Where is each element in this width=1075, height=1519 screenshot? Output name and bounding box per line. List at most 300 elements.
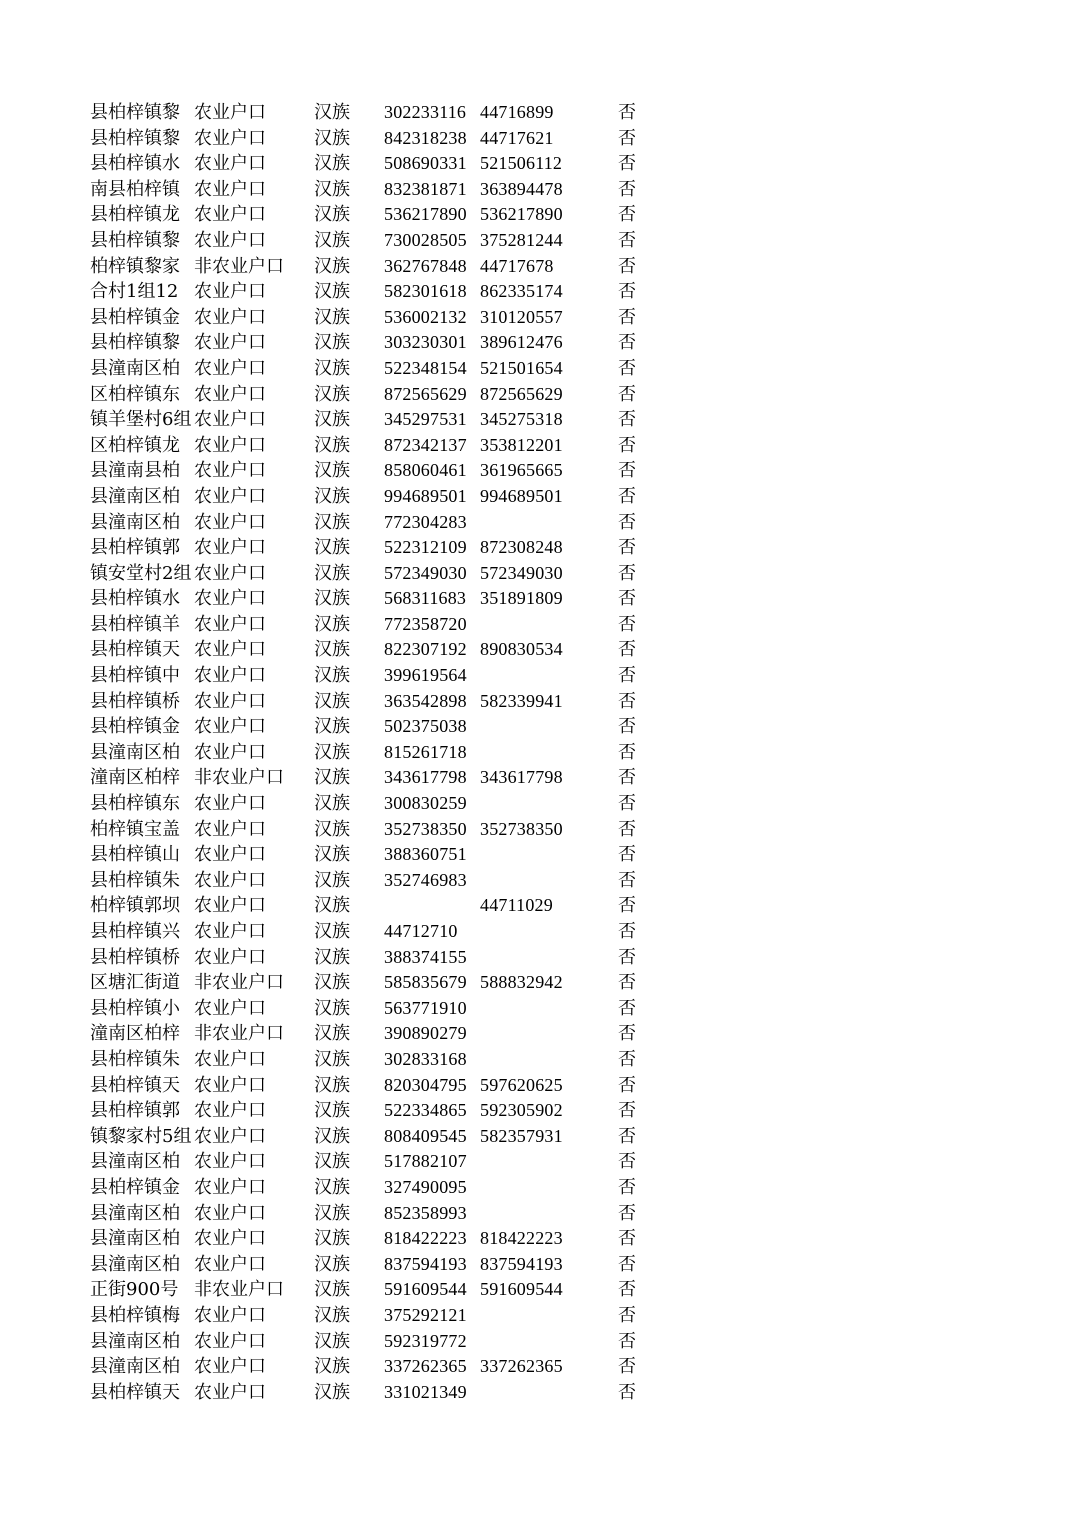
phone-cell: 517882107 bbox=[384, 1151, 467, 1172]
address-cell: 县柏梓镇黎 bbox=[90, 102, 180, 123]
household-type-cell: 农业户口 bbox=[194, 690, 266, 712]
phone-alt-cell: 521501654 bbox=[480, 357, 563, 378]
phone-alt-cell: 592305902 bbox=[480, 1100, 563, 1121]
ethnicity-cell: 汉族 bbox=[314, 1151, 350, 1173]
ethnicity-cell: 汉族 bbox=[314, 229, 350, 251]
address-cell: 南县柏梓镇 bbox=[90, 178, 180, 200]
flag-cell: 否 bbox=[618, 102, 636, 123]
household-type-cell: 农业户口 bbox=[194, 102, 266, 123]
phone-alt-cell: 872308248 bbox=[480, 537, 563, 558]
phone-cell: 808409545 bbox=[384, 1125, 467, 1146]
table-row bbox=[0, 1380, 1075, 1406]
household-type-cell: 农业户口 bbox=[194, 178, 266, 200]
address-cell: 县柏梓镇水 bbox=[90, 153, 180, 175]
phone-alt-cell: 363894478 bbox=[480, 178, 563, 199]
household-type-cell: 农业户口 bbox=[194, 1381, 266, 1403]
phone-alt-cell: 343617798 bbox=[480, 767, 563, 788]
flag-cell: 否 bbox=[618, 665, 636, 687]
phone-cell: 345297531 bbox=[384, 409, 467, 430]
phone-alt-cell bbox=[480, 791, 582, 817]
ethnicity-cell: 汉族 bbox=[314, 1125, 350, 1147]
table-row bbox=[0, 1277, 1075, 1303]
ethnicity-cell: 汉族 bbox=[314, 818, 350, 840]
ethnicity-cell: 汉族 bbox=[314, 639, 350, 661]
ethnicity-cell: 汉族 bbox=[314, 1048, 350, 1070]
address-cell: 县柏梓镇东 bbox=[90, 793, 180, 815]
phone-alt-cell: 310120557 bbox=[480, 306, 563, 327]
ethnicity-cell: 汉族 bbox=[314, 767, 350, 789]
phone-alt-cell: 588832942 bbox=[480, 972, 563, 993]
household-type-cell: 农业户口 bbox=[194, 229, 266, 251]
phone-cell: 44712710 bbox=[384, 921, 458, 941]
ethnicity-cell: 汉族 bbox=[314, 946, 350, 968]
phone-cell: 390890279 bbox=[384, 1023, 467, 1044]
phone-alt-cell bbox=[480, 740, 582, 766]
ethnicity-cell: 汉族 bbox=[314, 741, 350, 763]
address-cell: 县潼南区柏 bbox=[90, 357, 180, 379]
household-type-cell: 非农业户口 bbox=[194, 972, 284, 994]
phone-cell: 536002132 bbox=[384, 306, 467, 327]
ethnicity-cell: 汉族 bbox=[314, 434, 350, 456]
address-cell: 县潼南区柏 bbox=[90, 1356, 180, 1378]
phone-cell: 818422223 bbox=[384, 1228, 467, 1249]
table-row bbox=[0, 100, 1075, 126]
table-row bbox=[0, 510, 1075, 536]
phone-alt-cell: 352738350 bbox=[480, 818, 563, 839]
household-type-cell: 农业户口 bbox=[194, 716, 266, 738]
flag-cell: 否 bbox=[618, 255, 636, 277]
phone-cell: 522348154 bbox=[384, 357, 467, 378]
ethnicity-cell: 汉族 bbox=[314, 972, 350, 994]
flag-cell: 否 bbox=[618, 178, 636, 200]
phone-alt-cell bbox=[480, 868, 582, 894]
address-cell: 县柏梓镇天 bbox=[90, 639, 180, 661]
address-cell: 县柏梓镇郭 bbox=[90, 1100, 180, 1122]
table-row bbox=[0, 535, 1075, 561]
table-row bbox=[0, 714, 1075, 740]
household-type-cell: 非农业户口 bbox=[194, 255, 284, 277]
table-row bbox=[0, 1149, 1075, 1175]
phone-cell: 572349030 bbox=[384, 562, 467, 583]
phone-cell: 302833168 bbox=[384, 1048, 467, 1069]
phone-alt-cell bbox=[480, 842, 582, 868]
address-cell: 县柏梓镇朱 bbox=[90, 1048, 180, 1070]
ethnicity-cell: 汉族 bbox=[314, 1074, 350, 1096]
household-type-cell: 农业户口 bbox=[194, 537, 266, 559]
phone-alt-cell: 337262365 bbox=[480, 1356, 563, 1377]
phone-alt-cell bbox=[480, 1021, 582, 1047]
flag-cell: 否 bbox=[618, 1304, 636, 1326]
table-row bbox=[0, 202, 1075, 228]
phone-cell: 872565629 bbox=[384, 383, 467, 404]
flag-cell: 否 bbox=[618, 767, 636, 789]
table-row bbox=[0, 868, 1075, 894]
household-type-cell: 农业户口 bbox=[194, 1330, 266, 1352]
household-type-cell: 农业户口 bbox=[194, 1151, 266, 1173]
address-cell: 潼南区柏梓 bbox=[90, 1023, 180, 1045]
phone-cell: 508690331 bbox=[384, 153, 467, 174]
table-row bbox=[0, 305, 1075, 331]
ethnicity-cell: 汉族 bbox=[314, 204, 350, 226]
phone-cell: 388360751 bbox=[384, 844, 467, 865]
household-type-cell: 农业户口 bbox=[194, 1100, 266, 1122]
table-row bbox=[0, 791, 1075, 817]
address-cell: 县柏梓镇金 bbox=[90, 306, 180, 328]
address-cell: 区柏梓镇东 bbox=[90, 383, 180, 405]
phone-cell: 303230301 bbox=[384, 332, 467, 353]
address-cell: 县柏梓镇天 bbox=[90, 1074, 180, 1096]
flag-cell: 否 bbox=[618, 921, 636, 942]
address-cell: 县柏梓镇天 bbox=[90, 1381, 180, 1403]
table-row bbox=[0, 1021, 1075, 1047]
table-row bbox=[0, 1329, 1075, 1355]
ethnicity-cell: 汉族 bbox=[314, 895, 350, 917]
phone-alt-cell: 389612476 bbox=[480, 332, 563, 353]
flag-cell: 否 bbox=[618, 153, 636, 175]
phone-cell: 872342137 bbox=[384, 434, 467, 455]
household-type-cell: 农业户口 bbox=[194, 869, 266, 891]
address-cell: 县柏梓镇兴 bbox=[90, 921, 180, 942]
phone-alt-cell bbox=[480, 1380, 582, 1406]
phone-alt-cell bbox=[480, 612, 582, 638]
flag-cell: 否 bbox=[618, 613, 636, 635]
phone-alt-cell: 818422223 bbox=[480, 1228, 563, 1249]
flag-cell: 否 bbox=[618, 434, 636, 456]
ethnicity-cell: 汉族 bbox=[314, 485, 350, 507]
flag-cell: 否 bbox=[618, 1125, 636, 1147]
phone-alt-cell bbox=[480, 945, 582, 971]
phone-cell: 362767848 bbox=[384, 255, 467, 276]
address-cell: 县潼南区柏 bbox=[90, 741, 180, 763]
table-row bbox=[0, 228, 1075, 254]
table-row bbox=[0, 1201, 1075, 1227]
flag-cell: 否 bbox=[618, 1176, 636, 1198]
table-row bbox=[0, 586, 1075, 612]
flag-cell: 否 bbox=[618, 690, 636, 712]
phone-cell: 832381871 bbox=[384, 178, 467, 199]
flag-cell: 否 bbox=[618, 1253, 636, 1275]
address-cell: 县潼南区柏 bbox=[90, 1330, 180, 1352]
ethnicity-cell: 汉族 bbox=[314, 793, 350, 815]
phone-cell: 815261718 bbox=[384, 741, 467, 762]
address-cell: 县潼南区柏 bbox=[90, 1151, 180, 1173]
address-cell: 县柏梓镇桥 bbox=[90, 946, 180, 968]
phone-cell: 858060461 bbox=[384, 460, 467, 481]
flag-cell: 否 bbox=[618, 588, 636, 610]
flag-cell: 否 bbox=[618, 1228, 636, 1250]
phone-alt-cell bbox=[480, 1175, 582, 1201]
phone-alt-cell bbox=[480, 1329, 582, 1355]
table-row bbox=[0, 612, 1075, 638]
ethnicity-cell: 汉族 bbox=[314, 562, 350, 584]
address-cell: 县柏梓镇水 bbox=[90, 588, 180, 610]
phone-cell: 502375038 bbox=[384, 716, 467, 737]
table-row bbox=[0, 1098, 1075, 1124]
ethnicity-cell: 汉族 bbox=[314, 1202, 350, 1224]
address-cell: 县柏梓镇桥 bbox=[90, 690, 180, 712]
phone-alt-cell: 591609544 bbox=[480, 1279, 563, 1300]
address-cell: 县潼南区柏 bbox=[90, 1253, 180, 1275]
table-row bbox=[0, 663, 1075, 689]
table-row bbox=[0, 689, 1075, 715]
phone-alt-cell bbox=[480, 510, 582, 536]
ethnicity-cell: 汉族 bbox=[314, 1279, 350, 1301]
ethnicity-cell: 汉族 bbox=[314, 997, 350, 1019]
phone-cell: 994689501 bbox=[384, 485, 467, 506]
table-row bbox=[0, 765, 1075, 791]
phone-alt-cell: 361965665 bbox=[480, 460, 563, 481]
household-type-cell: 非农业户口 bbox=[194, 1279, 284, 1301]
ethnicity-cell: 汉族 bbox=[314, 588, 350, 610]
phone-alt-cell: 375281244 bbox=[480, 229, 563, 250]
phone-alt-cell bbox=[480, 1303, 582, 1329]
address-cell: 合村1组12 bbox=[90, 281, 179, 303]
phone-cell: 302233116 bbox=[384, 102, 467, 122]
household-type-cell: 农业户口 bbox=[194, 460, 266, 482]
phone-alt-cell: 345275318 bbox=[480, 409, 563, 430]
household-type-cell: 农业户口 bbox=[194, 1202, 266, 1224]
table-row bbox=[0, 561, 1075, 587]
household-type-cell: 农业户口 bbox=[194, 357, 266, 379]
household-type-cell: 农业户口 bbox=[194, 306, 266, 328]
phone-alt-cell bbox=[480, 1149, 582, 1175]
table-row bbox=[0, 458, 1075, 484]
phone-cell: 582301618 bbox=[384, 281, 467, 302]
phone-alt-cell: 597620625 bbox=[480, 1074, 563, 1095]
phone-cell: 536217890 bbox=[384, 204, 467, 225]
phone-cell: 820304795 bbox=[384, 1074, 467, 1095]
address-cell: 县柏梓镇中 bbox=[90, 665, 180, 687]
table-row bbox=[0, 279, 1075, 305]
ethnicity-cell: 汉族 bbox=[314, 127, 350, 149]
flag-cell: 否 bbox=[618, 1381, 636, 1403]
table-row bbox=[0, 1354, 1075, 1380]
address-cell: 县潼南区柏 bbox=[90, 1202, 180, 1224]
table-row bbox=[0, 945, 1075, 971]
address-cell: 县柏梓镇金 bbox=[90, 1176, 180, 1198]
household-type-cell: 农业户口 bbox=[194, 127, 266, 149]
flag-cell: 否 bbox=[618, 997, 636, 1019]
flag-cell: 否 bbox=[618, 537, 636, 559]
phone-cell: 300830259 bbox=[384, 793, 467, 814]
ethnicity-cell: 汉族 bbox=[314, 1023, 350, 1045]
flag-cell: 否 bbox=[618, 511, 636, 533]
phone-cell: 563771910 bbox=[384, 997, 467, 1018]
ethnicity-cell: 汉族 bbox=[314, 281, 350, 303]
table-row bbox=[0, 893, 1075, 919]
phone-cell: 375292121 bbox=[384, 1304, 467, 1325]
phone-cell: 837594193 bbox=[384, 1253, 467, 1274]
table-row bbox=[0, 382, 1075, 408]
flag-cell: 否 bbox=[618, 332, 636, 354]
household-type-cell: 农业户口 bbox=[194, 921, 266, 942]
flag-cell: 否 bbox=[618, 1330, 636, 1352]
phone-alt-cell: 44711029 bbox=[480, 895, 553, 916]
flag-cell: 否 bbox=[618, 818, 636, 840]
household-type-cell: 农业户口 bbox=[194, 844, 266, 866]
phone-alt-cell: 582339941 bbox=[480, 690, 563, 711]
phone-cell: 388374155 bbox=[384, 946, 467, 967]
household-type-cell: 农业户口 bbox=[194, 1048, 266, 1070]
phone-cell: 772358720 bbox=[384, 613, 467, 634]
table-row bbox=[0, 177, 1075, 203]
ethnicity-cell: 汉族 bbox=[314, 921, 350, 942]
address-cell: 县柏梓镇金 bbox=[90, 716, 180, 738]
ethnicity-cell: 汉族 bbox=[314, 537, 350, 559]
phone-alt-cell: 572349030 bbox=[480, 562, 563, 583]
phone-cell: 592319772 bbox=[384, 1330, 467, 1351]
phone-cell: 337262365 bbox=[384, 1356, 467, 1377]
flag-cell: 否 bbox=[618, 1356, 636, 1378]
household-type-cell: 农业户口 bbox=[194, 1074, 266, 1096]
household-type-cell: 农业户口 bbox=[194, 562, 266, 584]
table-row bbox=[0, 254, 1075, 280]
phone-cell: 327490095 bbox=[384, 1176, 467, 1197]
household-type-cell: 农业户口 bbox=[194, 332, 266, 354]
phone-alt-cell: 353812201 bbox=[480, 434, 563, 455]
phone-cell: 399619564 bbox=[384, 665, 467, 686]
phone-alt-cell bbox=[480, 1047, 582, 1073]
household-type-cell: 农业户口 bbox=[194, 434, 266, 456]
address-cell: 县柏梓镇小 bbox=[90, 997, 180, 1019]
phone-alt-cell: 994689501 bbox=[480, 485, 563, 506]
ethnicity-cell: 汉族 bbox=[314, 690, 350, 712]
address-cell: 县潼南区柏 bbox=[90, 511, 180, 533]
ethnicity-cell: 汉族 bbox=[314, 1253, 350, 1275]
table-row bbox=[0, 919, 1075, 945]
flag-cell: 否 bbox=[618, 1048, 636, 1070]
phone-cell: 352746983 bbox=[384, 869, 467, 890]
flag-cell: 否 bbox=[618, 460, 636, 482]
phone-alt-cell bbox=[480, 1201, 582, 1227]
ethnicity-cell: 汉族 bbox=[314, 357, 350, 379]
household-type-cell: 农业户口 bbox=[194, 895, 266, 917]
address-cell: 县柏梓镇山 bbox=[90, 844, 180, 866]
table-row bbox=[0, 1303, 1075, 1329]
flag-cell: 否 bbox=[618, 716, 636, 738]
flag-cell: 否 bbox=[618, 946, 636, 968]
household-type-cell: 农业户口 bbox=[194, 741, 266, 763]
phone-cell: 772304283 bbox=[384, 511, 467, 532]
table-row bbox=[0, 330, 1075, 356]
phone-cell: 363542898 bbox=[384, 690, 467, 711]
flag-cell: 否 bbox=[618, 281, 636, 303]
phone-cell: 822307192 bbox=[384, 639, 467, 660]
ethnicity-cell: 汉族 bbox=[314, 409, 350, 431]
household-type-cell: 非农业户口 bbox=[194, 767, 284, 789]
household-type-cell: 农业户口 bbox=[194, 1176, 266, 1198]
flag-cell: 否 bbox=[618, 306, 636, 328]
flag-cell: 否 bbox=[618, 383, 636, 405]
table-row bbox=[0, 151, 1075, 177]
ethnicity-cell: 汉族 bbox=[314, 511, 350, 533]
household-type-cell: 非农业户口 bbox=[194, 1023, 284, 1045]
flag-cell: 否 bbox=[618, 793, 636, 815]
household-type-cell: 农业户口 bbox=[194, 639, 266, 661]
phone-cell: 331021349 bbox=[384, 1381, 467, 1402]
ethnicity-cell: 汉族 bbox=[314, 332, 350, 354]
household-type-cell: 农业户口 bbox=[194, 383, 266, 405]
phone-cell: 352738350 bbox=[384, 818, 467, 839]
flag-cell: 否 bbox=[618, 229, 636, 251]
table-row bbox=[0, 996, 1075, 1022]
ethnicity-cell: 汉族 bbox=[314, 844, 350, 866]
phone-cell: 343617798 bbox=[384, 767, 467, 788]
flag-cell: 否 bbox=[618, 1151, 636, 1173]
phone-cell: 522312109 bbox=[384, 537, 467, 558]
table-row bbox=[0, 407, 1075, 433]
phone-cell: 522334865 bbox=[384, 1100, 467, 1121]
address-cell: 区塘汇街道 bbox=[90, 972, 180, 994]
phone-cell: 842318238 bbox=[384, 127, 467, 148]
table-row bbox=[0, 1252, 1075, 1278]
household-type-cell: 农业户口 bbox=[194, 997, 266, 1019]
household-type-cell: 农业户口 bbox=[194, 409, 266, 431]
flag-cell: 否 bbox=[618, 204, 636, 226]
table-row bbox=[0, 356, 1075, 382]
flag-cell: 否 bbox=[618, 1074, 636, 1096]
address-cell: 区柏梓镇龙 bbox=[90, 434, 180, 456]
table-row bbox=[0, 970, 1075, 996]
address-cell: 镇安堂村2组 bbox=[90, 562, 192, 584]
flag-cell: 否 bbox=[618, 869, 636, 891]
ethnicity-cell: 汉族 bbox=[314, 255, 350, 277]
table-row bbox=[0, 1175, 1075, 1201]
household-type-cell: 农业户口 bbox=[194, 1356, 266, 1378]
phone-alt-cell: 351891809 bbox=[480, 588, 563, 609]
phone-alt-cell: 872565629 bbox=[480, 383, 563, 404]
ethnicity-cell: 汉族 bbox=[314, 153, 350, 175]
phone-cell: 730028505 bbox=[384, 229, 467, 250]
address-cell: 县柏梓镇黎 bbox=[90, 229, 180, 251]
table-row bbox=[0, 433, 1075, 459]
table-row bbox=[0, 126, 1075, 152]
flag-cell: 否 bbox=[618, 741, 636, 763]
table-row bbox=[0, 740, 1075, 766]
household-type-cell: 农业户口 bbox=[194, 511, 266, 533]
ethnicity-cell: 汉族 bbox=[314, 383, 350, 405]
household-type-cell: 农业户口 bbox=[194, 1253, 266, 1275]
phone-alt-cell: 536217890 bbox=[480, 204, 563, 225]
address-cell: 潼南区柏梓 bbox=[90, 767, 180, 789]
ethnicity-cell: 汉族 bbox=[314, 102, 350, 123]
household-type-cell: 农业户口 bbox=[194, 665, 266, 687]
ethnicity-cell: 汉族 bbox=[314, 869, 350, 891]
address-cell: 柏梓镇宝盖 bbox=[90, 818, 180, 840]
address-cell: 县柏梓镇郭 bbox=[90, 537, 180, 559]
flag-cell: 否 bbox=[618, 1202, 636, 1224]
household-type-cell: 农业户口 bbox=[194, 1228, 266, 1250]
flag-cell: 否 bbox=[618, 844, 636, 866]
address-cell: 县柏梓镇黎 bbox=[90, 127, 180, 149]
phone-cell: 568311683 bbox=[384, 588, 467, 609]
address-cell: 县柏梓镇黎 bbox=[90, 332, 180, 354]
flag-cell: 否 bbox=[618, 1100, 636, 1122]
ethnicity-cell: 汉族 bbox=[314, 306, 350, 328]
phone-cell: 585835679 bbox=[384, 972, 467, 993]
flag-cell: 否 bbox=[618, 639, 636, 661]
ethnicity-cell: 汉族 bbox=[314, 178, 350, 200]
address-cell: 正街900号 bbox=[90, 1279, 179, 1301]
household-type-cell: 农业户口 bbox=[194, 793, 266, 815]
flag-cell: 否 bbox=[618, 1279, 636, 1301]
address-cell: 县柏梓镇龙 bbox=[90, 204, 180, 226]
ethnicity-cell: 汉族 bbox=[314, 460, 350, 482]
address-cell: 县潼南县柏 bbox=[90, 460, 180, 482]
phone-alt-cell bbox=[480, 919, 582, 945]
address-cell: 县柏梓镇羊 bbox=[90, 613, 180, 635]
phone-alt-cell bbox=[480, 663, 582, 689]
